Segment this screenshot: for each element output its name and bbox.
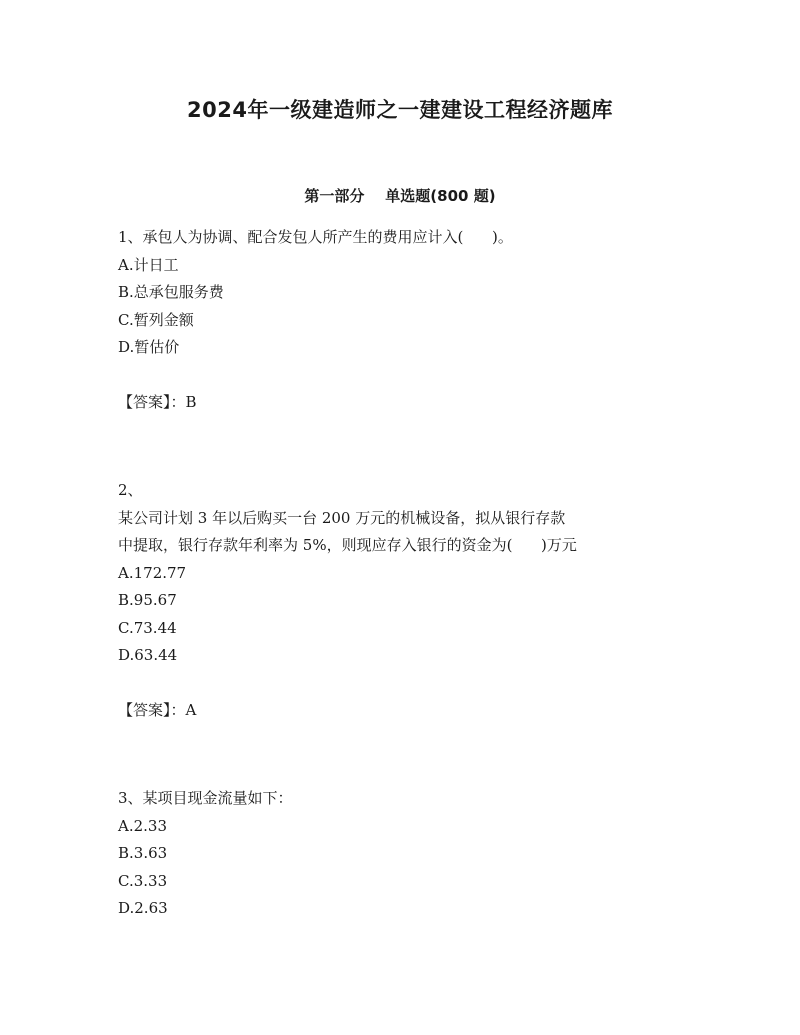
option-c: C.73.44 [118, 618, 177, 637]
option-a: A.172.77 [118, 563, 187, 582]
answer-line: 【答案】：A [118, 700, 197, 719]
spacer [118, 724, 688, 785]
question-3 [118, 785, 688, 923]
option-b: B.3.63 [118, 844, 168, 862]
option-d: D.63.44 [118, 646, 178, 664]
question-number: 2、 [118, 481, 143, 499]
option-b: B.95.67 [118, 591, 177, 609]
section-title: 第一部分 单选题(800 题) [304, 187, 496, 205]
question-2 [118, 477, 688, 724]
option-d: D.暂估价 [118, 338, 180, 356]
page-title: 2024年一级建造师之一建建设工程经济题库 [187, 98, 613, 122]
question-stem: 某公司计划 3 年以后购买一台 200 万元的机械设备，拟从银行存款 [118, 508, 566, 527]
answer-line: 【答案】：B [118, 392, 197, 411]
option-c: C.3.33 [118, 871, 168, 890]
option-c: C.暂列金额 [118, 310, 194, 329]
question-stem: 1、承包人为协调、配合发包人所产生的费用应计入( )。 [118, 228, 513, 246]
question-stem: 中提取，银行存款年利率为 5%，则现应存入银行的资金为( )万元 [118, 536, 577, 554]
option-a: A.2.33 [118, 816, 167, 835]
option-a: A.计日工 [118, 255, 179, 274]
option-b: B.总承包服务费 [118, 283, 224, 301]
question-1 [118, 224, 688, 416]
question-list [118, 224, 688, 923]
spacer [118, 416, 688, 477]
question-stem: 3、某项目现金流量如下： [118, 789, 293, 807]
option-d: D.2.63 [118, 899, 168, 917]
